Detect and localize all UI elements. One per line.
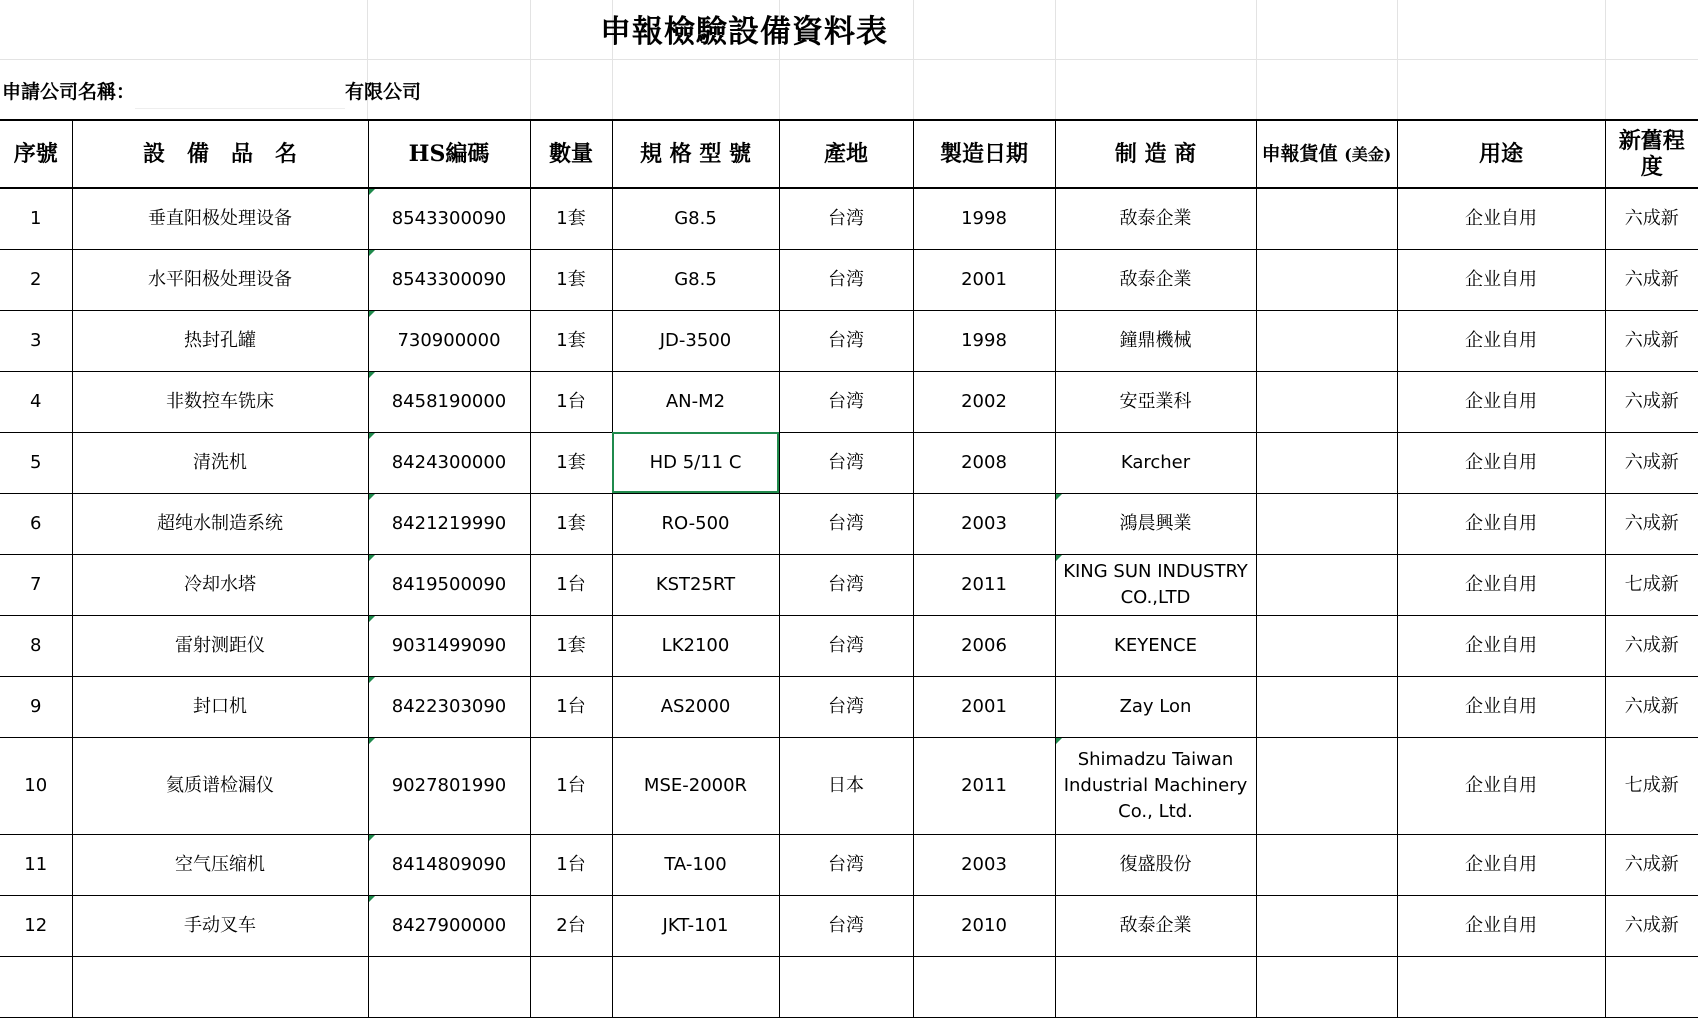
- sheet-title: 申報檢驗設備資料表: [600, 14, 888, 50]
- cell-name[interactable]: 超纯水制造系统: [72, 493, 368, 554]
- cell-maker[interactable]: Shimadzu Taiwan Industrial Machinery Co., Ltd.: [1055, 737, 1256, 834]
- empty-cell[interactable]: [0, 956, 72, 1017]
- cell-seq[interactable]: 8: [0, 615, 72, 676]
- table-row: [0, 371, 1698, 432]
- cell-condition[interactable]: 六成新: [1605, 676, 1698, 737]
- cell-maker[interactable]: 安亞業科: [1055, 371, 1256, 432]
- header-value-label: 申報貨值: [1261, 142, 1338, 165]
- cell-name[interactable]: 冷却水塔: [72, 554, 368, 615]
- cell-value[interactable]: [1256, 188, 1397, 249]
- cell-name[interactable]: 垂直阳极处理设备: [72, 188, 368, 249]
- gridline: [1397, 0, 1398, 119]
- header-quantity[interactable]: 數量: [530, 120, 612, 188]
- cell-use[interactable]: 企业自用: [1397, 615, 1605, 676]
- cell-hs-code[interactable]: 8414809090: [368, 834, 530, 895]
- cell-spec[interactable]: MSE-2000R: [612, 737, 779, 834]
- cell-origin[interactable]: 台湾: [779, 676, 913, 737]
- cell-maker[interactable]: 敌泰企業: [1055, 249, 1256, 310]
- cell-quantity[interactable]: 1套: [530, 310, 612, 371]
- cell-use[interactable]: 企业自用: [1397, 188, 1605, 249]
- table-row: [0, 493, 1698, 554]
- gridline: [530, 0, 531, 119]
- cell-maker[interactable]: 敌泰企業: [1055, 895, 1256, 956]
- cell-maker[interactable]: 敌泰企業: [1055, 188, 1256, 249]
- cell-use[interactable]: 企业自用: [1397, 310, 1605, 371]
- cell-date[interactable]: 2011: [913, 554, 1055, 615]
- table-row: [0, 188, 1698, 249]
- cell-value[interactable]: [1256, 554, 1397, 615]
- cell-hs-code[interactable]: 8543300090: [368, 249, 530, 310]
- equipment-table: [0, 119, 1698, 1018]
- cell-hs-code[interactable]: 8422303090: [368, 676, 530, 737]
- header-date[interactable]: 製造日期: [913, 120, 1055, 188]
- cell-quantity[interactable]: 1台: [530, 737, 612, 834]
- cell-value[interactable]: [1256, 493, 1397, 554]
- cell-condition[interactable]: 六成新: [1605, 371, 1698, 432]
- cell-origin[interactable]: 台湾: [779, 895, 913, 956]
- cell-condition[interactable]: 六成新: [1605, 432, 1698, 493]
- cell-value[interactable]: [1256, 676, 1397, 737]
- cell-seq[interactable]: 2: [0, 249, 72, 310]
- header-origin[interactable]: 產地: [779, 120, 913, 188]
- cell-use[interactable]: 企业自用: [1397, 676, 1605, 737]
- table-row: [0, 554, 1698, 615]
- empty-cell[interactable]: [530, 956, 612, 1017]
- cell-condition[interactable]: 六成新: [1605, 834, 1698, 895]
- cell-value[interactable]: [1256, 432, 1397, 493]
- table-row: [0, 737, 1698, 834]
- cell-origin[interactable]: 台湾: [779, 249, 913, 310]
- cell-spec[interactable]: AN-M2: [612, 371, 779, 432]
- redacted-company-name: [135, 78, 345, 109]
- empty-cell[interactable]: [368, 956, 530, 1017]
- cell-value[interactable]: [1256, 371, 1397, 432]
- cell-condition[interactable]: 六成新: [1605, 188, 1698, 249]
- cell-date[interactable]: 2006: [913, 615, 1055, 676]
- cell-origin[interactable]: 台湾: [779, 493, 913, 554]
- cell-date[interactable]: 2003: [913, 493, 1055, 554]
- cell-spec[interactable]: JKT-101: [612, 895, 779, 956]
- cell-hs-code[interactable]: 9031499090: [368, 615, 530, 676]
- cell-hs-code[interactable]: 8427900000: [368, 895, 530, 956]
- cell-condition[interactable]: 六成新: [1605, 249, 1698, 310]
- cell-hs-code[interactable]: 9027801990: [368, 737, 530, 834]
- cell-spec[interactable]: G8.5: [612, 188, 779, 249]
- cell-name[interactable]: 手动叉车: [72, 895, 368, 956]
- header-spec[interactable]: 規 格 型 號: [612, 120, 779, 188]
- cell-condition[interactable]: 六成新: [1605, 310, 1698, 371]
- header-use[interactable]: 用途: [1397, 120, 1605, 188]
- cell-spec[interactable]: AS2000: [612, 676, 779, 737]
- cell-hs-code[interactable]: 8458190000: [368, 371, 530, 432]
- cell-use[interactable]: 企业自用: [1397, 554, 1605, 615]
- cell-value[interactable]: [1256, 249, 1397, 310]
- cell-use[interactable]: 企业自用: [1397, 432, 1605, 493]
- table-row: [0, 834, 1698, 895]
- cell-hs-code[interactable]: 730900000: [368, 310, 530, 371]
- table-row: [0, 432, 1698, 493]
- cell-spec[interactable]: KST25RT: [612, 554, 779, 615]
- cell-spec[interactable]: RO-500: [612, 493, 779, 554]
- company-label: 申請公司名稱：: [2, 81, 136, 103]
- company-suffix: 有限公司: [345, 81, 422, 103]
- cell-origin[interactable]: 台湾: [779, 615, 913, 676]
- header-name[interactable]: 設 備 品 名: [72, 120, 368, 188]
- cell-origin[interactable]: 台湾: [779, 310, 913, 371]
- cell-maker[interactable]: Karcher: [1055, 432, 1256, 493]
- cell-use[interactable]: 企业自用: [1397, 895, 1605, 956]
- cell-date[interactable]: 2011: [913, 737, 1055, 834]
- empty-cell[interactable]: [1055, 956, 1256, 1017]
- cell-use[interactable]: 企业自用: [1397, 493, 1605, 554]
- header-maker[interactable]: 制 造 商: [1055, 120, 1256, 188]
- cell-hs-code[interactable]: 8424300000: [368, 432, 530, 493]
- cell-date[interactable]: 2001: [913, 249, 1055, 310]
- cell-date[interactable]: 1998: [913, 310, 1055, 371]
- table-row: [0, 895, 1698, 956]
- cell-name[interactable]: 封口机: [72, 676, 368, 737]
- cell-condition[interactable]: 六成新: [1605, 895, 1698, 956]
- cell-maker[interactable]: 鴻晨興業: [1055, 493, 1256, 554]
- cell-origin[interactable]: 台湾: [779, 371, 913, 432]
- header-value[interactable]: [1256, 120, 1397, 188]
- cell-date[interactable]: 2001: [913, 676, 1055, 737]
- header-hs-code[interactable]: HS編碼: [368, 120, 530, 188]
- empty-cell[interactable]: [1256, 956, 1397, 1017]
- header-condition[interactable]: 新舊程度: [1605, 120, 1698, 188]
- cell-condition[interactable]: 六成新: [1605, 493, 1698, 554]
- cell-name[interactable]: 清洗机: [72, 432, 368, 493]
- empty-cell[interactable]: [913, 956, 1055, 1017]
- header-value-unit: (美金): [1344, 144, 1392, 164]
- cell-seq[interactable]: 11: [0, 834, 72, 895]
- cell-use[interactable]: 企业自用: [1397, 371, 1605, 432]
- cell-value[interactable]: [1256, 310, 1397, 371]
- cell-seq[interactable]: 4: [0, 371, 72, 432]
- cell-condition[interactable]: 七成新: [1605, 554, 1698, 615]
- cell-value[interactable]: [1256, 737, 1397, 834]
- cell-hs-code[interactable]: 8421219990: [368, 493, 530, 554]
- cell-date[interactable]: 2008: [913, 432, 1055, 493]
- cell-maker[interactable]: Zay Lon: [1055, 676, 1256, 737]
- gridline: [1605, 0, 1606, 119]
- table-row: [0, 310, 1698, 371]
- table-header-row: [0, 120, 1698, 188]
- cell-seq[interactable]: 1: [0, 188, 72, 249]
- cell-spec[interactable]: G8.5: [612, 249, 779, 310]
- cell-origin[interactable]: 台湾: [779, 834, 913, 895]
- cell-quantity[interactable]: 1台: [530, 676, 612, 737]
- empty-cell[interactable]: [72, 956, 368, 1017]
- cell-date[interactable]: 1998: [913, 188, 1055, 249]
- cell-maker[interactable]: KEYENCE: [1055, 615, 1256, 676]
- empty-cell[interactable]: [1605, 956, 1698, 1017]
- cell-seq[interactable]: 12: [0, 895, 72, 956]
- cell-origin[interactable]: 日本: [779, 737, 913, 834]
- cell-spec[interactable]: JD-3500: [612, 310, 779, 371]
- cell-spec[interactable]: LK2100: [612, 615, 779, 676]
- cell-name[interactable]: 氦质谱检漏仪: [72, 737, 368, 834]
- cell-seq[interactable]: 7: [0, 554, 72, 615]
- cell-quantity[interactable]: 1台: [530, 554, 612, 615]
- table-row-empty: [0, 956, 1698, 1017]
- table-row: [0, 249, 1698, 310]
- cell-seq[interactable]: 10: [0, 737, 72, 834]
- cell-use[interactable]: 企业自用: [1397, 249, 1605, 310]
- gridline: [0, 59, 1698, 60]
- cell-use[interactable]: 企业自用: [1397, 737, 1605, 834]
- empty-cell[interactable]: [779, 956, 913, 1017]
- table-body: [0, 188, 1698, 1017]
- cell-value[interactable]: [1256, 895, 1397, 956]
- company-name-row[interactable]: [2, 74, 421, 110]
- cell-quantity[interactable]: 1台: [530, 834, 612, 895]
- cell-maker[interactable]: 復盛股份: [1055, 834, 1256, 895]
- cell-quantity[interactable]: 1套: [530, 249, 612, 310]
- header-seq[interactable]: 序號: [0, 120, 72, 188]
- cell-date[interactable]: 2010: [913, 895, 1055, 956]
- cell-seq[interactable]: 6: [0, 493, 72, 554]
- cell-origin[interactable]: 台湾: [779, 188, 913, 249]
- cell-seq[interactable]: 9: [0, 676, 72, 737]
- cell-hs-code[interactable]: 8419500090: [368, 554, 530, 615]
- cell-name[interactable]: 水平阳极处理设备: [72, 249, 368, 310]
- cell-seq[interactable]: 5: [0, 432, 72, 493]
- empty-cell[interactable]: [1397, 956, 1605, 1017]
- cell-quantity[interactable]: 1套: [530, 432, 612, 493]
- empty-cell[interactable]: [612, 956, 779, 1017]
- cell-quantity[interactable]: 1套: [530, 188, 612, 249]
- cell-quantity[interactable]: 1台: [530, 371, 612, 432]
- cell-spec[interactable]: HD 5/11 C: [612, 432, 779, 493]
- cell-value[interactable]: [1256, 834, 1397, 895]
- cell-name[interactable]: 雷射测距仪: [72, 615, 368, 676]
- cell-maker[interactable]: KING SUN INDUSTRY CO.,LTD: [1055, 554, 1256, 615]
- cell-seq[interactable]: 3: [0, 310, 72, 371]
- cell-quantity[interactable]: 1套: [530, 615, 612, 676]
- cell-condition[interactable]: 六成新: [1605, 615, 1698, 676]
- cell-name[interactable]: 空气压缩机: [72, 834, 368, 895]
- cell-use[interactable]: 企业自用: [1397, 834, 1605, 895]
- cell-date[interactable]: 2003: [913, 834, 1055, 895]
- cell-value[interactable]: [1256, 615, 1397, 676]
- cell-origin[interactable]: 台湾: [779, 554, 913, 615]
- cell-quantity[interactable]: 2台: [530, 895, 612, 956]
- cell-origin[interactable]: 台湾: [779, 432, 913, 493]
- cell-name[interactable]: 热封孔罐: [72, 310, 368, 371]
- cell-condition[interactable]: 七成新: [1605, 737, 1698, 834]
- cell-date[interactable]: 2002: [913, 371, 1055, 432]
- cell-spec[interactable]: TA-100: [612, 834, 779, 895]
- cell-maker[interactable]: 鐘鼎機械: [1055, 310, 1256, 371]
- table-row: [0, 615, 1698, 676]
- cell-hs-code[interactable]: 8543300090: [368, 188, 530, 249]
- cell-name[interactable]: 非数控车铣床: [72, 371, 368, 432]
- table-row: [0, 676, 1698, 737]
- cell-quantity[interactable]: 1套: [530, 493, 612, 554]
